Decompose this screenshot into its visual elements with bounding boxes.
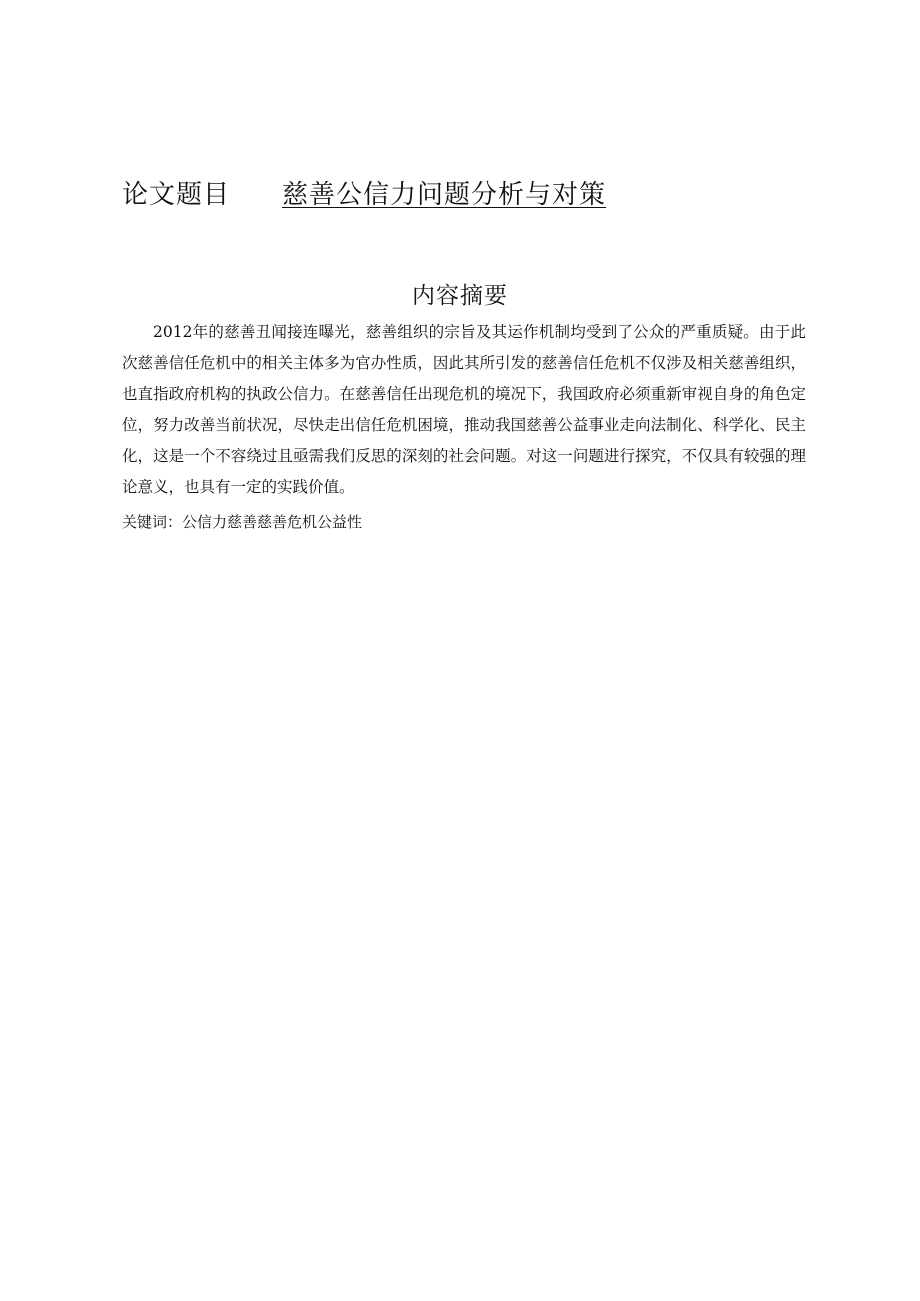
thesis-title: 慈善公信力问题分析与对策	[282, 180, 607, 210]
keywords-line	[122, 509, 362, 535]
keywords-value: 公信力慈善慈善危机公益性	[182, 513, 363, 531]
thesis-title-row	[122, 174, 606, 218]
thesis-title-label: 论文题目	[122, 180, 231, 210]
keywords-label: 关键词：	[122, 513, 183, 531]
abstract-heading: 内容摘要	[412, 283, 508, 309]
abstract-paragraph: 2012年的慈善丑闻接连曝光，慈善组织的宗旨及其运作机制均受到了公众的严重质疑。由于此次慈善信任危机中的相关主体多为官办性质，因此其所引发的慈善信任危机不仅涉及相关慈善组织，也直指政府机构的执政公信力。在慈善信任出现危机的境况下，我国政府必须重新审视自身的角色定位，努力改善当前状况，尽快走出信任危机困境，推动我国慈善公益事业走向法制化、科学化、民主化，这是一个不容绕过且亟需我们反思的深刻的社会问题。对这一问题进行探究，不仅具有较强的理论意义，也具有一定的实践价值。	[122, 323, 806, 496]
